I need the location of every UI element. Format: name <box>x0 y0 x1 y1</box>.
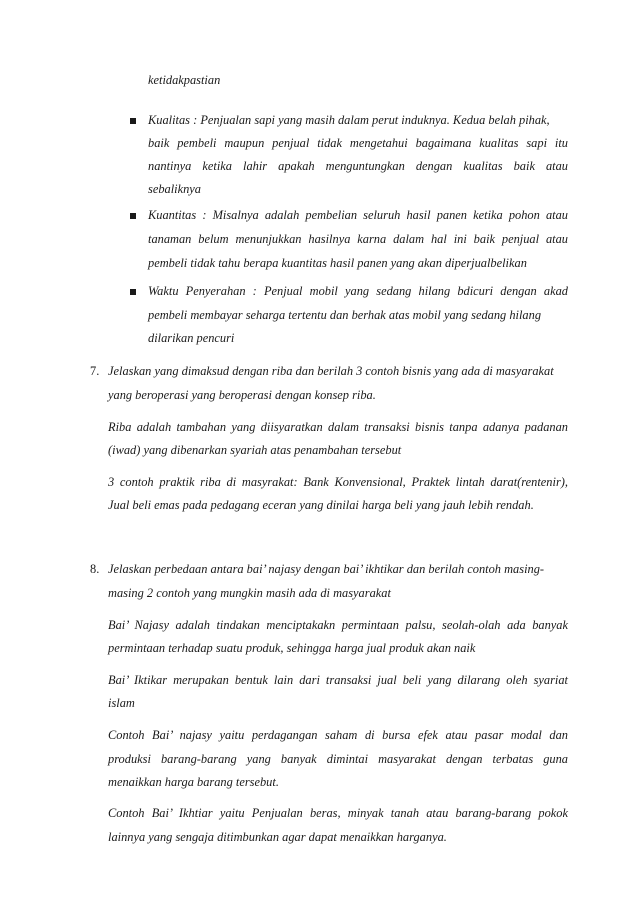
q7-answer1-line-1: Riba adalah tambahan yang diisyaratkan dalam transaksi bisnis tanpa adanya padanan <box>108 420 568 434</box>
q7-answer1-line-2: (iwad) yang dibenarkan syariah atas penambahan tersebut <box>108 443 402 457</box>
bullet-square-icon <box>130 118 136 124</box>
q7-answer2-line-1: 3 contoh praktik riba di masyrakat: Bank Konvensional, Praktek lintah darat(rentenir), <box>108 475 568 489</box>
bullet-square-icon <box>130 289 136 295</box>
q8-question-line-2: masing 2 contoh yang mungkin masih ada di masyarakat <box>108 586 391 600</box>
q8-answer3-line-3: menaikkan harga barang tersebut. <box>108 775 279 789</box>
q7-question-line-2: yang beroperasi yang beroperasi dengan konsep riba. <box>108 388 376 402</box>
bullet-square-icon <box>130 213 136 219</box>
q8-number: 8. <box>90 562 100 576</box>
q8-question-line-1: Jelaskan perbedaan antara bai’ najasy dengan bai’ ikhtikar dan berilah contoh masing- <box>108 562 545 576</box>
q7-answer2-line-2: Jual beli emas pada pedagang eceran yang dinilai harga beli yang jauh lebih rendah. <box>108 498 534 512</box>
bullet-2-line-1: Kuantitas : Misalnya adalah pembelian seluruh hasil panen ketika pohon atau <box>148 208 568 222</box>
bullet-2-line-3: pembeli tidak tahu berapa kuantitas hasil panen yang akan diperjualbelikan <box>148 256 527 270</box>
q7-question-line-1: Jelaskan yang dimaksud dengan riba dan berilah 3 contoh bisnis yang ada di masyarakat <box>108 364 554 378</box>
q8-answer2-line-1: Bai’ Iktikar merupakan bentuk lain dari transaksi jual beli yang dilarang oleh syariat <box>108 673 568 687</box>
q8-answer3-line-2: produksi barang-barang yang banyak dimintai masyarakat dengan terbatas guna <box>108 752 568 766</box>
q8-answer2-line-2: islam <box>108 696 135 710</box>
bullet-3-line-1: Waktu Penyerahan : Penjual mobil yang sedang hilang bdicuri dengan akad <box>148 284 568 298</box>
q8-answer1-line-2: permintaan terhadap suatu produk, sehingga harga jual produk akan naik <box>108 641 476 655</box>
bullet-1-line-4: sebaliknya <box>148 182 201 196</box>
bullet-3-line-2: pembeli membayar seharga tertentu dan berhak atas mobil yang sedang hilang <box>148 308 542 322</box>
q7-number: 7. <box>90 364 100 378</box>
bullet-1-line-2: baik pembeli maupun penjual tidak mengetahui bagaimana kualitas sapi itu <box>148 136 568 150</box>
bullet-3-line-3: dilarikan pencuri <box>148 331 235 345</box>
q8-answer4-line-1: Contoh Bai’ Ikhtiar yaitu Penjualan beras, minyak tanah atau barang-barang pokok <box>108 806 568 820</box>
bullet-1-line-1: Kualitas : Penjualan sapi yang masih dalam perut induknya. Kedua belah pihak, <box>148 113 550 127</box>
continuation-text: ketidakpastian <box>148 73 221 87</box>
bullet-2-line-2: tanaman belum menunjukkan hasilnya karna dalam hal ini baik penjual atau <box>148 232 568 246</box>
q8-answer1-line-1: Bai’ Najasy adalah tindakan menciptakakn permintaan palsu, seolah-olah ada banyak <box>108 618 568 632</box>
q8-answer4-line-2: lainnya yang sengaja ditimbunkan agar dapat menaikkan harganya. <box>108 830 447 844</box>
bullet-1-line-3: nantinya ketika lahir apakah menguntungkan dengan kualitas baik atau <box>148 159 568 173</box>
q8-answer3-line-1: Contoh Bai’ najasy yaitu perdagangan saham di bursa efek atau pasar modal dan <box>108 728 568 742</box>
